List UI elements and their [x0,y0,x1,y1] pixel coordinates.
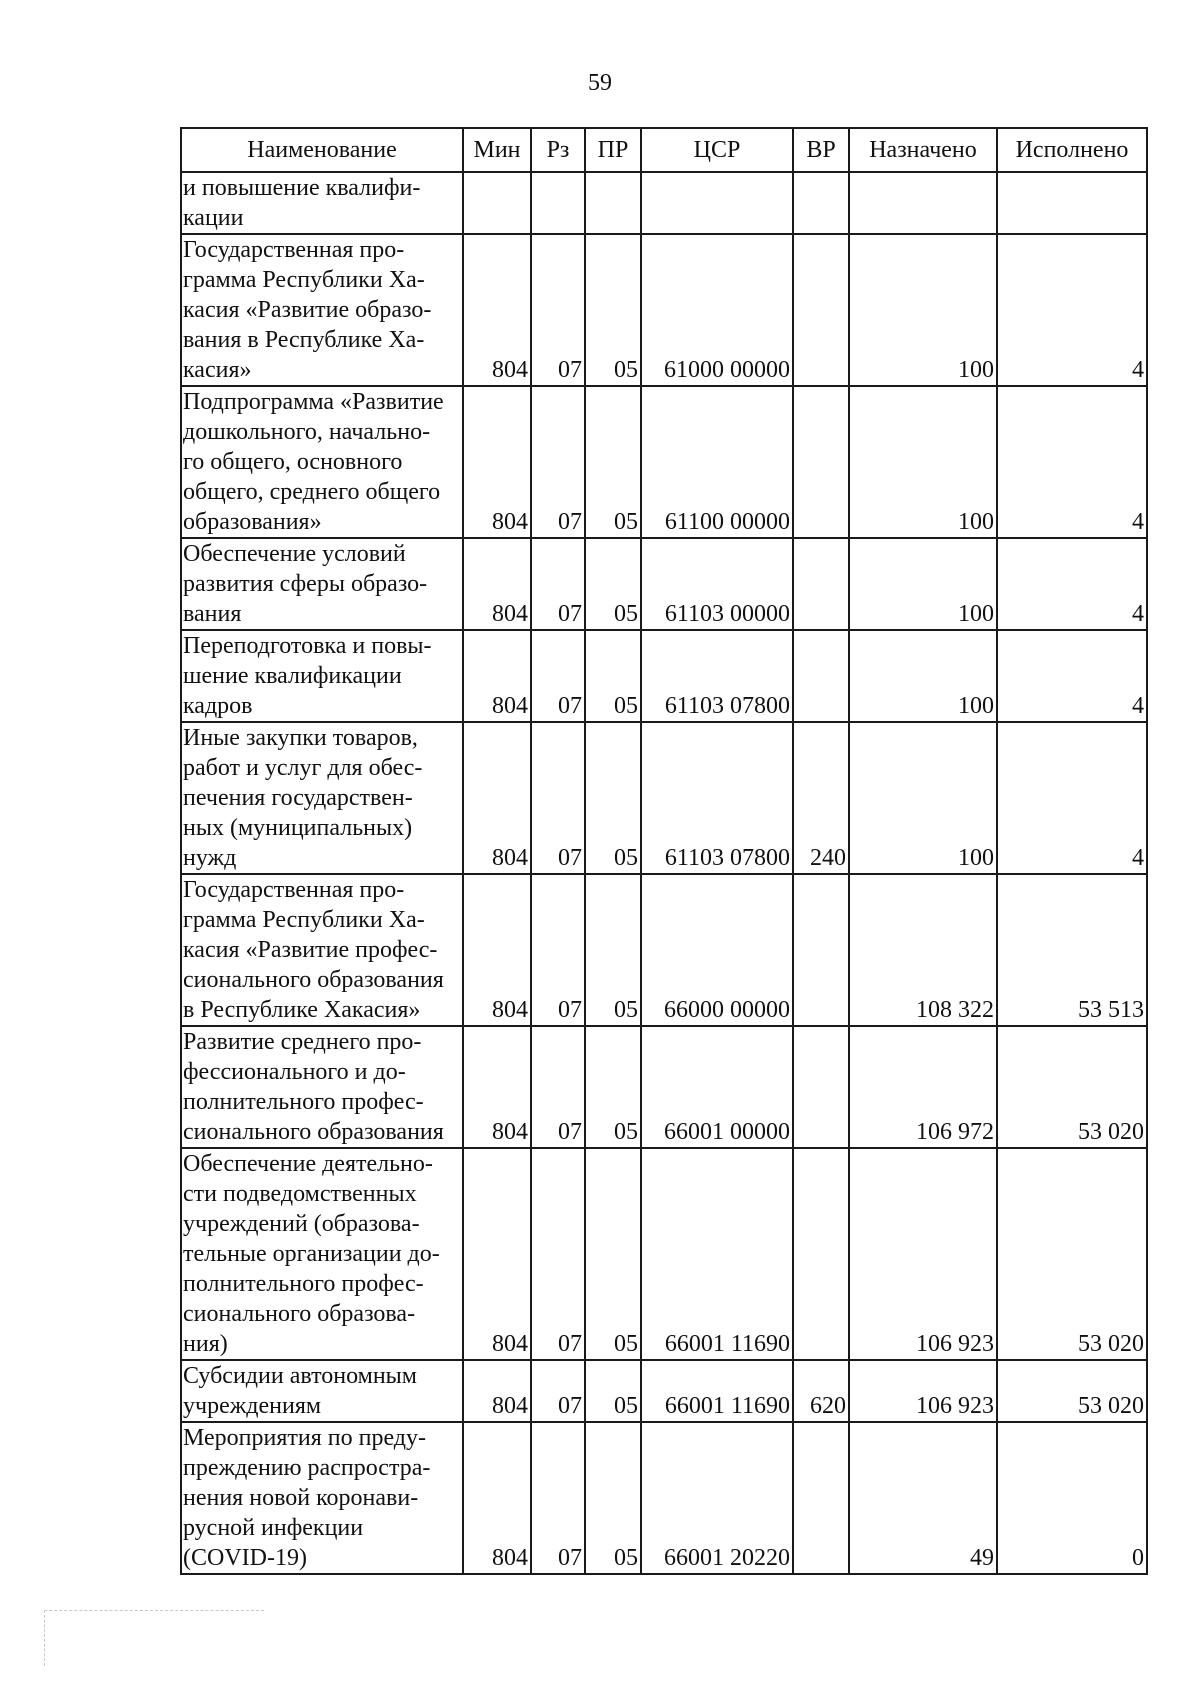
header-vr: ВР [793,128,849,172]
row-csr [641,172,793,234]
row-min: 804 [463,234,531,386]
row-assigned [849,172,997,234]
faded-stamp [44,1610,264,1666]
page-number: 59 [588,70,612,96]
row-rz: 07 [531,630,585,722]
row-csr: 66001 11690 [641,1148,793,1360]
row-min: 804 [463,630,531,722]
row-name: Переподготовка и повы- шение квалификации кадров [181,630,463,722]
header-name: Наименование [181,128,463,172]
header-min: Мин [463,128,531,172]
row-rz [531,172,585,234]
row-name: Иные закупки товаров, работ и услуг для обес- печения государствен- ных (муниципальных) нужд [181,722,463,874]
row-rz: 07 [531,1422,585,1574]
row-assigned: 106 923 [849,1360,997,1422]
row-min: 804 [463,1148,531,1360]
row-executed: 4 [997,234,1147,386]
row-executed: 53 513 [997,874,1147,1026]
row-name: Обеспечение условий развития сферы образо- вания [181,538,463,630]
row-assigned: 100 [849,722,997,874]
row-assigned: 100 [849,538,997,630]
row-assigned: 100 [849,234,997,386]
row-executed [997,172,1147,234]
row-csr: 66001 11690 [641,1360,793,1422]
row-min [463,172,531,234]
row-name: Развитие среднего про- фессионального и до- полнительного профес- сионального образования [181,1026,463,1148]
row-pr [585,172,641,234]
row-rz: 07 [531,1360,585,1422]
row-min: 804 [463,722,531,874]
row-executed: 0 [997,1422,1147,1574]
row-executed: 4 [997,386,1147,538]
row-min: 804 [463,1422,531,1574]
table-row [181,538,1147,630]
row-min: 804 [463,1360,531,1422]
header-executed: Исполнено [997,128,1147,172]
row-vr [793,874,849,1026]
header-csr: ЦСР [641,128,793,172]
row-assigned: 100 [849,630,997,722]
row-min: 804 [463,1026,531,1148]
row-executed: 53 020 [997,1148,1147,1360]
table-row [181,1148,1147,1360]
row-pr: 05 [585,538,641,630]
row-csr: 66001 20220 [641,1422,793,1574]
table-row [181,234,1147,386]
row-vr [793,1148,849,1360]
row-pr: 05 [585,874,641,1026]
table-row [181,630,1147,722]
row-vr [793,172,849,234]
table-row [181,386,1147,538]
row-pr: 05 [585,1360,641,1422]
row-csr: 66001 00000 [641,1026,793,1148]
row-rz: 07 [531,386,585,538]
row-executed: 4 [997,630,1147,722]
budget-table [180,127,1148,1575]
row-pr: 05 [585,1148,641,1360]
table-row [181,1422,1147,1574]
row-name: и повышение квалифи- кации [181,172,463,234]
row-min: 804 [463,386,531,538]
row-csr: 61000 00000 [641,234,793,386]
row-pr: 05 [585,1422,641,1574]
row-rz: 07 [531,1148,585,1360]
row-vr [793,1026,849,1148]
row-assigned: 106 923 [849,1148,997,1360]
row-vr [793,630,849,722]
row-assigned: 49 [849,1422,997,1574]
row-pr: 05 [585,1026,641,1148]
row-csr: 66000 00000 [641,874,793,1026]
row-csr: 61103 07800 [641,630,793,722]
table-row [181,722,1147,874]
row-min: 804 [463,538,531,630]
row-pr: 05 [585,386,641,538]
row-name: Государственная про- грамма Республики Ха- касия «Развитие образо- вания в Республике Ха- касия» [181,234,463,386]
row-vr: 620 [793,1360,849,1422]
row-vr: 240 [793,722,849,874]
row-rz: 07 [531,234,585,386]
row-name: Подпрограмма «Развитие дошкольного, начально- го общего, основного общего, среднего общего образования» [181,386,463,538]
row-vr [793,538,849,630]
row-pr: 05 [585,630,641,722]
row-pr: 05 [585,722,641,874]
row-rz: 07 [531,538,585,630]
row-pr: 05 [585,234,641,386]
row-csr: 61103 07800 [641,722,793,874]
row-name: Обеспечение деятельно- сти подведомственных учреждений (образова- тельные организации до- полнительного профес- сионального образова- ния) [181,1148,463,1360]
row-executed: 53 020 [997,1026,1147,1148]
row-csr: 61103 00000 [641,538,793,630]
row-vr [793,234,849,386]
header-rz: Рз [531,128,585,172]
row-assigned: 108 322 [849,874,997,1026]
table-header [181,128,1147,172]
row-assigned: 106 972 [849,1026,997,1148]
table-row [181,172,1147,234]
row-executed: 4 [997,722,1147,874]
row-name: Государственная про- грамма Республики Ха- касия «Развитие профес- сионального образования в Республике Хакасия» [181,874,463,1026]
row-rz: 07 [531,1026,585,1148]
row-name: Мероприятия по преду- преждению распростра- нения новой коронави- русной инфекции (COVID-19) [181,1422,463,1574]
header-assigned: Назначено [849,128,997,172]
row-assigned: 100 [849,386,997,538]
table-row [181,1026,1147,1148]
row-rz: 07 [531,874,585,1026]
row-executed: 4 [997,538,1147,630]
table-body [181,172,1147,1574]
row-vr [793,386,849,538]
row-name: Субсидии автономным учреждениям [181,1360,463,1422]
table-row [181,874,1147,1026]
row-csr: 61100 00000 [641,386,793,538]
row-rz: 07 [531,722,585,874]
row-min: 804 [463,874,531,1026]
header-pr: ПР [585,128,641,172]
row-vr [793,1422,849,1574]
table-row [181,1360,1147,1422]
row-executed: 53 020 [997,1360,1147,1422]
header-row [181,128,1147,172]
